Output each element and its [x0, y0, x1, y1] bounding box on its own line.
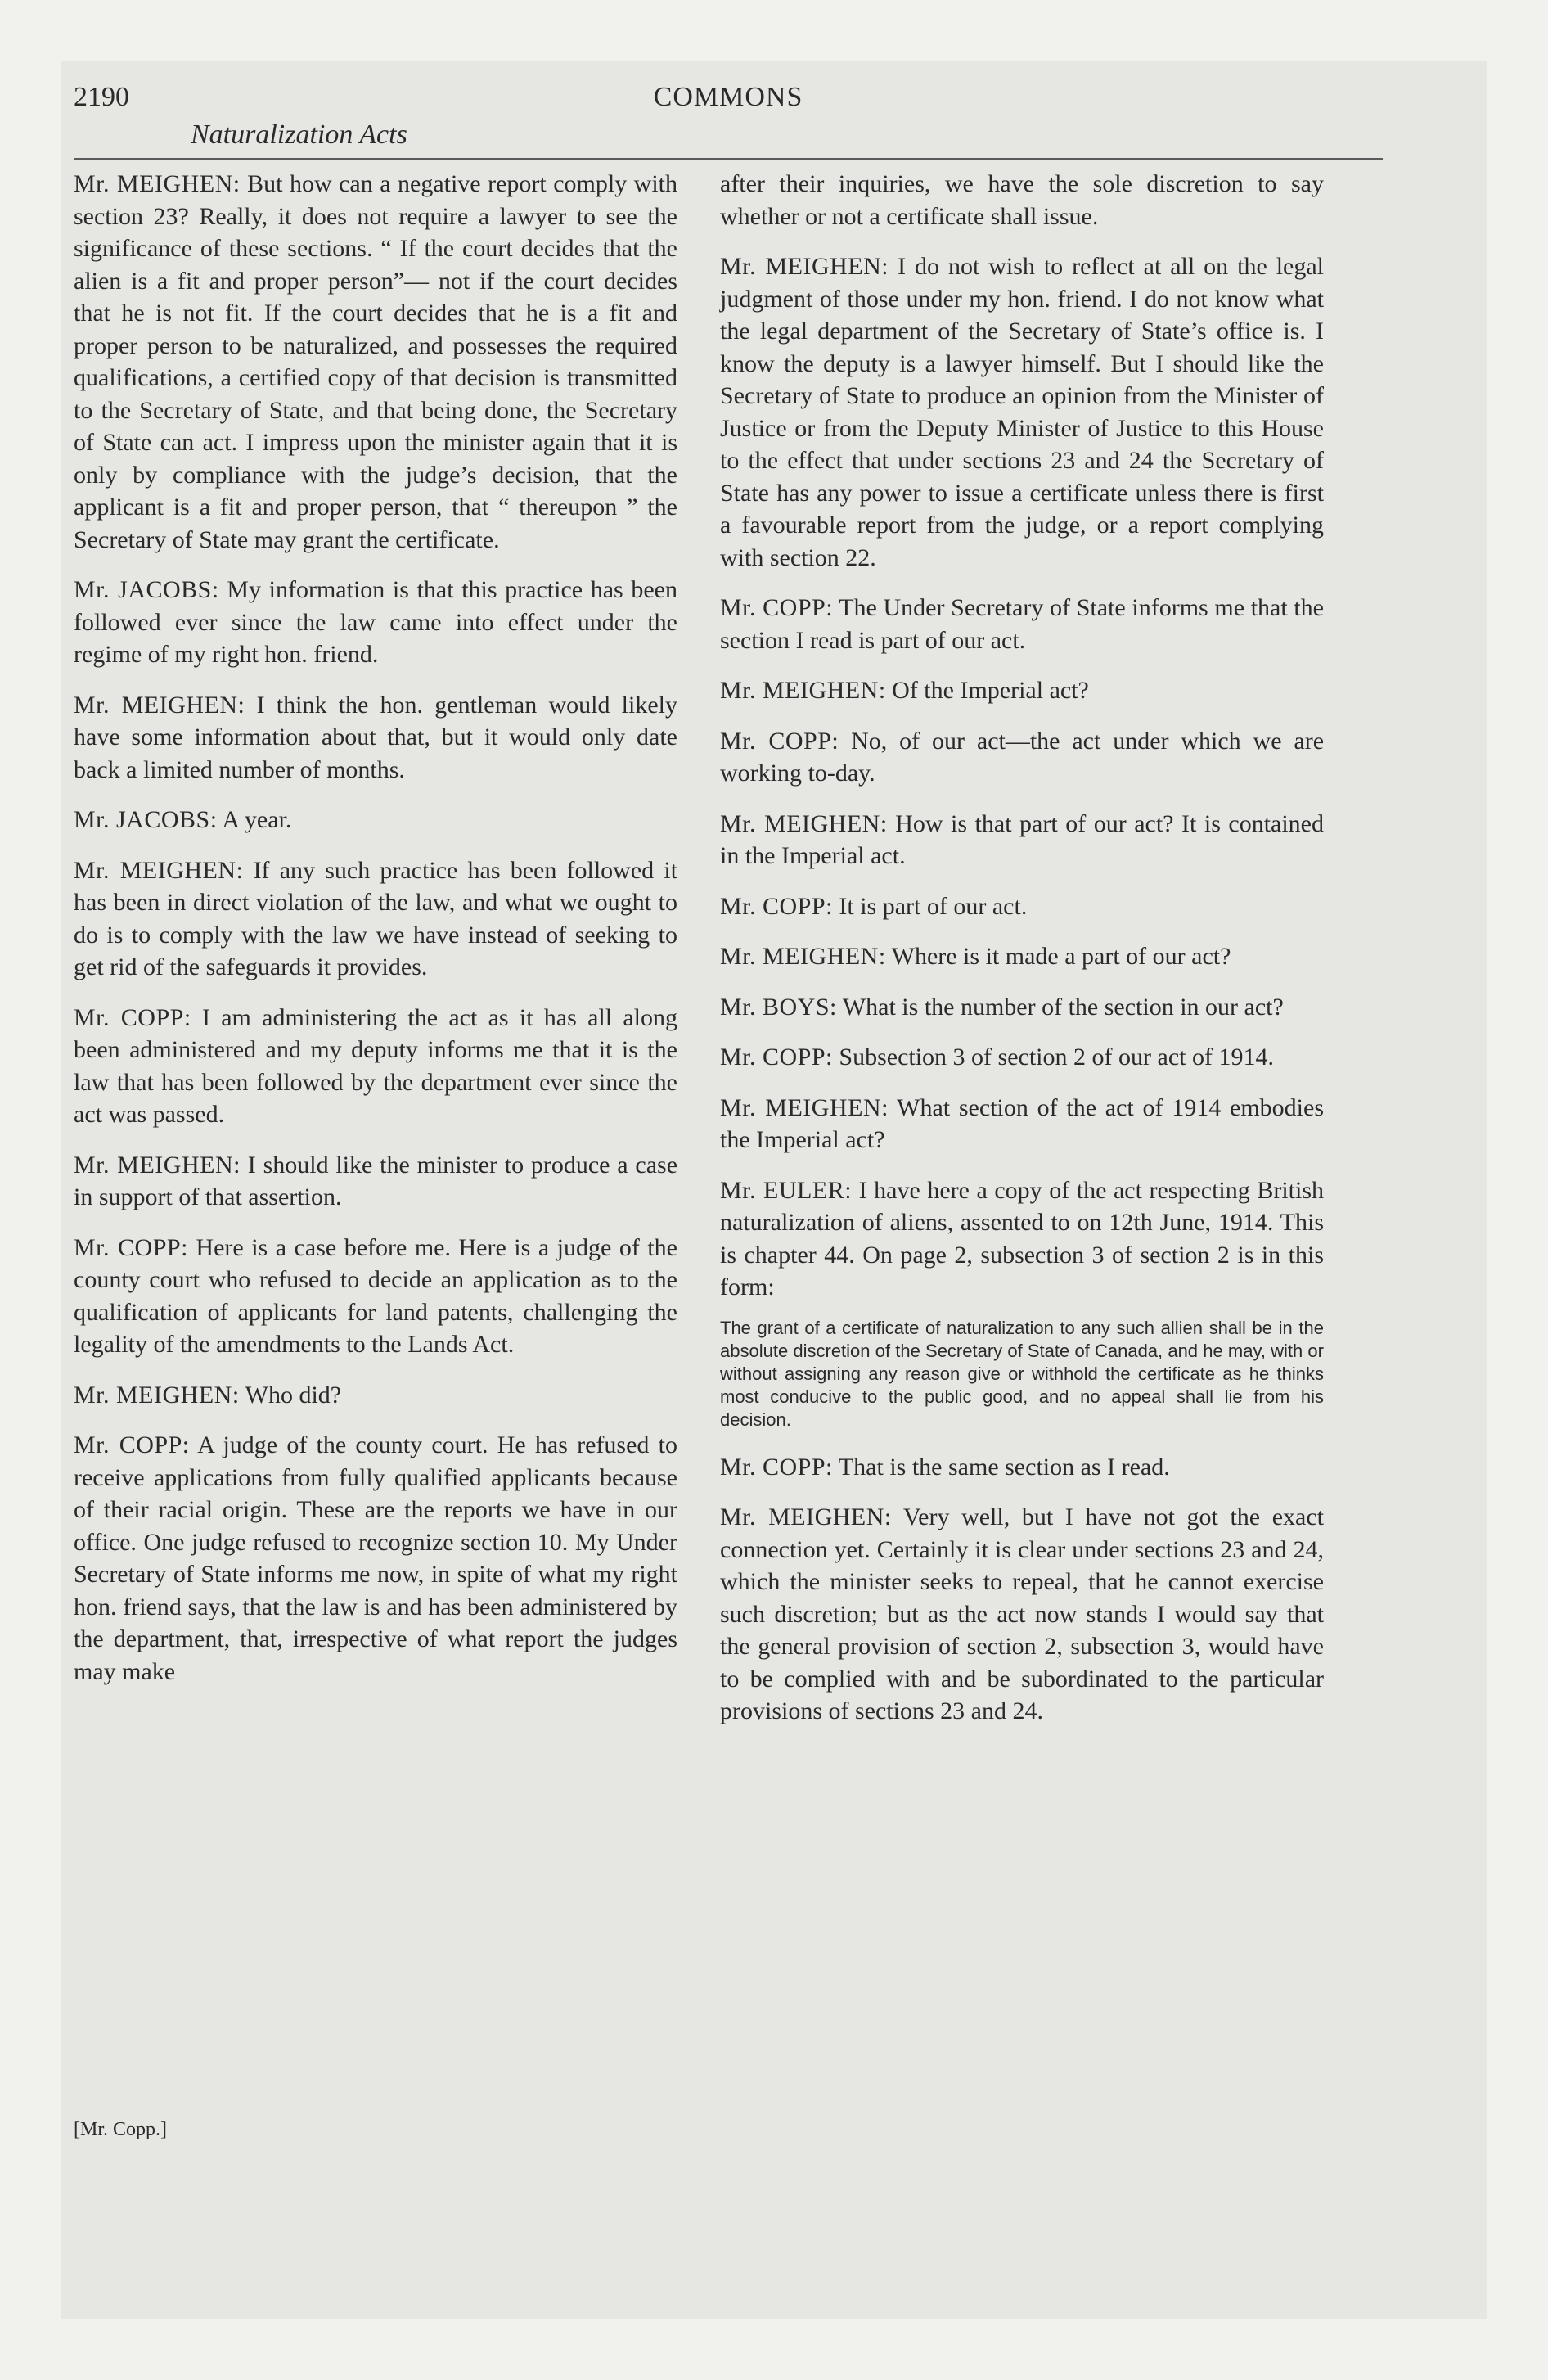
- running-head: [74, 82, 1383, 115]
- speaker-name: Mr. COPP:: [720, 1044, 833, 1071]
- speech-paragraph: [720, 674, 1324, 707]
- speech-paragraph: [720, 1501, 1324, 1728]
- speech-paragraph: [74, 1232, 677, 1361]
- speech-text: If any such practice has been followed it has been in direct violation of the law, and what we ought to do is to comply with the law we have instead of seeking to get rid of the safeguards it provides.: [74, 856, 678, 980]
- speech-paragraph: [74, 854, 677, 984]
- quoted-statute: The grant of a certificate of naturalization to any such allien shall be in the absolute discretion of the Secretary of State of Canada, and he may, with or without assigning any reason give or withhold the certificate as he thinks most conducive to the public good, and no appeal shall lie from his decision.: [720, 1317, 1324, 1430]
- speaker-name: Mr. MEIGHEN:: [74, 856, 244, 884]
- speaker-name: Mr. MEIGHEN:: [720, 253, 889, 280]
- section-title: COMMONS: [653, 82, 803, 112]
- speech-text: I do not wish to reflect at all on the legal judgment of those under my hon. friend. I do not know what the legal department of the Secretary of State’s office is. I know the deputy is a lawyer himself. But I should like the Secretary of State to produce an opinion from the Minister of Justice or from the Deputy Minister of Justice to this House to the effect that under sections 23 and 24 the Secretary of State has any power to issue a certificate unless there is first a favourable report from the judge, or a report complying with section 22.: [720, 253, 1325, 571]
- speaker-name: Mr. MEIGHEN:: [74, 1151, 241, 1179]
- speaker-name: Mr. COPP:: [720, 1453, 833, 1481]
- speech-paragraph: [720, 168, 1324, 232]
- speech-paragraph: [74, 804, 677, 836]
- speech-text: No, of our act—the act under which we are working to-day.: [720, 727, 1325, 787]
- speech-paragraph: [720, 1174, 1324, 1304]
- speaker-name: Mr. MEIGHEN:: [720, 809, 888, 837]
- speech-paragraph: [720, 592, 1324, 656]
- speech-text: after their inquiries, we have the sole discretion to say whether or not a certificate shall issue.: [720, 170, 1324, 230]
- speech-text: Subsection 3 of section 2 of our act of 1914.: [839, 1044, 1274, 1071]
- speaker-name: Mr. COPP:: [720, 892, 833, 920]
- speech-paragraph: [720, 991, 1324, 1024]
- speaker-name: Mr. MEIGHEN:: [720, 1503, 892, 1530]
- speech-text: A judge of the county court. He has refused to receive applications from fully qualified applicants because of their racial origin. These are the reports we have in our office. One judge refused to recognize section 10. My Under Secretary of State informs me now, in spite of what my right hon. friend says, that the law is and has been administered by the department, that, irrespective of what report the judges may make: [74, 1431, 677, 1685]
- speech-paragraph: [720, 1451, 1324, 1484]
- page-number: 2190: [74, 82, 129, 112]
- left-column: [74, 168, 677, 1706]
- speaker-name: Mr. MEIGHEN:: [720, 1093, 889, 1121]
- subject-title: Naturalization Acts: [191, 119, 407, 150]
- speaker-name: Mr. JACOBS:: [74, 806, 218, 833]
- speaker-name: Mr. EULER:: [720, 1176, 853, 1204]
- speech-paragraph: [720, 1092, 1324, 1156]
- speech-paragraph: [74, 168, 677, 556]
- speech-text: The Under Secretary of State informs me that the section I read is part of our act.: [720, 594, 1325, 654]
- speech-text: Where is it made a part of our act?: [891, 943, 1231, 970]
- speech-paragraph: [74, 1379, 677, 1412]
- speaker-name: Mr. COPP:: [74, 1003, 191, 1031]
- speaker-name: Mr. MEIGHEN:: [720, 677, 886, 704]
- speaker-name: Mr. MEIGHEN:: [74, 1381, 240, 1409]
- speaker-name: Mr. COPP:: [720, 727, 839, 755]
- speech-paragraph: [720, 940, 1324, 973]
- footer-speaker-note: [Mr. Copp.]: [74, 2119, 167, 2140]
- speaker-name: Mr. JACOBS:: [74, 576, 219, 603]
- speech-paragraph: [74, 574, 677, 671]
- speech-text: Here is a case before me. Here is a judge of the county court who refused to decide an application as to the qualification of applicants for land patents, challenging the legality of the amendments to the Lands Act.: [74, 1233, 677, 1358]
- speech-text: I think the hon. gentleman would likely have some information about that, but it would only date back a limited number of months.: [74, 691, 677, 783]
- speech-paragraph: [720, 808, 1324, 872]
- speech-paragraph: [74, 689, 677, 787]
- speaker-name: Mr. BOYS:: [720, 993, 837, 1021]
- speech-text: That is the same section as I read.: [838, 1453, 1170, 1481]
- speech-text: A year.: [222, 806, 292, 833]
- speaker-name: Mr. MEIGHEN:: [720, 943, 886, 970]
- speech-text: Very well, but I have not got the exact connection yet. Certainly it is clear under sections 23 and 24, which the minister seeks to repeal, that he cannot exercise such discretion; but as the act now stands I would say that the general provision of section 2, subsection 3, would have to be complied with and be subordinated to the particular provisions of sections 23 and 24.: [720, 1503, 1324, 1724]
- speech-text: I am administering the act as it has all along been administered and my deputy informs me that it is the law that has been followed by the department ever since the act was passed.: [74, 1003, 677, 1128]
- speech-paragraph: [720, 250, 1324, 574]
- speech-paragraph: [720, 890, 1324, 923]
- speech-paragraph: [720, 725, 1324, 790]
- speech-paragraph: [74, 1149, 677, 1214]
- speaker-name: Mr. COPP:: [74, 1233, 188, 1261]
- speech-paragraph: [74, 1429, 677, 1688]
- speech-paragraph: [74, 1002, 677, 1131]
- speech-text: I should like the minister to produce a case in support of that assertion.: [74, 1151, 678, 1210]
- right-column: [720, 168, 1324, 1746]
- speech-text: Of the Imperial act?: [892, 677, 1089, 704]
- speech-text: But how can a negative report comply with section 23? Really, it does not require a lawyer to see the significance of these sections. “ If the court decides that the alien is a fit and proper person”— not if the court decides that he is not fit. If the court decides that he is a fit and proper person to be naturalized, and possesses the required qualifications, a certified copy of that decision is transmitted to the Secretary of State, and that being done, the Secretary of State can act. I impress upon the minister again that it is only by compliance with the judge’s decision, that the applicant is a fit and proper person, that “ thereupon ” the Secretary of State may grant the certificate.: [74, 170, 678, 553]
- speech-text: Who did?: [245, 1381, 342, 1409]
- header-divider: [74, 158, 1383, 160]
- speech-text: I have here a copy of the act respecting British naturalization of aliens, assented to on 12th June, 1914. This is chapter 44. On page 2, subsection 3 of section 2 is in this form:: [720, 1176, 1324, 1300]
- speech-text: What is the number of the section in our act?: [842, 993, 1284, 1021]
- speaker-name: Mr. COPP:: [720, 594, 834, 621]
- speaker-name: Mr. MEIGHEN:: [74, 170, 241, 197]
- speaker-name: Mr. COPP:: [74, 1431, 190, 1458]
- speech-paragraph: [720, 1041, 1324, 1074]
- speech-text: How is that part of our act? It is contained in the Imperial act.: [720, 809, 1324, 869]
- speech-text: It is part of our act.: [839, 892, 1028, 920]
- speech-text: My information is that this practice has been followed ever since the law came into effect under the regime of my right hon. friend.: [74, 576, 677, 668]
- speaker-name: Mr. MEIGHEN:: [74, 691, 245, 719]
- speech-text: What section of the act of 1914 embodies the Imperial act?: [720, 1093, 1325, 1153]
